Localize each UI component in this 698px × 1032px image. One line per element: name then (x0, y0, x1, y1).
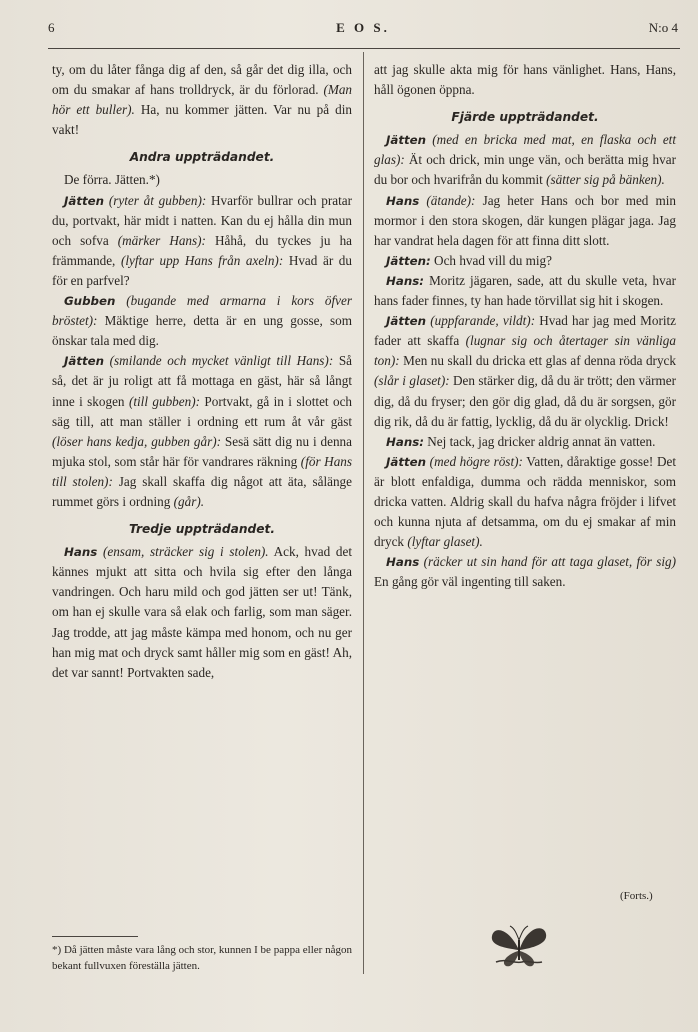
speaker-name: Jätten (386, 314, 427, 329)
right-column (374, 60, 676, 592)
speaker-name: Gubben (64, 294, 116, 309)
left-column (52, 60, 352, 683)
speaker-name: Hans: (386, 434, 424, 449)
column-divider (363, 52, 364, 974)
butterfly-ornament-icon (488, 918, 550, 970)
dialogue: Jätten (med högre röst): Vatten, dåraktige gosse! Det är blott enfaldiga, dumma och rädda menniskor, som dricka vatten. Aldrig skall du hafva några fröjder i lifvet och kunna njuta af detsamma, om du ej smakar af min dryck (lyftar glaset). (374, 453, 676, 550)
speaker-name: Hans (386, 555, 420, 570)
dialogue: Jätten (smilande och mycket vänligt till Hans): Så så, det är ju roligt att få mottaga en gäst, här så långt inne i skogen (till gubben): Portvakt, gå in i slottet och säg till, att man ställer i ordning ett rum åt vår gäst (löser hans kedja, gubben går): Sesä sätt dig nu i denna mjuka stol, som står här för vandrares räkning (för Hans till stolen): Jag skall skaffa dig något att äta, sålänge rummet görs i ordning (går). (52, 353, 353, 509)
speaker-name: Jätten (386, 133, 427, 148)
page-number: 6 (48, 20, 55, 35)
dialogue: Hans (ätande): Jag heter Hans och bor med min mormor i den stora skogen, där kungen plägar jaga. Jag har vandrat hela dagen för att finna ditt slott. (374, 192, 677, 248)
act-heading: Fjärde uppträdandet. (451, 110, 599, 125)
page-header (48, 20, 678, 40)
paragraph: att jag skulle akta mig för hans vänlighet. Hans, Hans, håll ögonen öppna. (374, 62, 676, 98)
dialogue: Hans: Nej tack, jag dricker aldrig annat än vatten. (386, 433, 656, 449)
speaker-name: Hans (64, 545, 98, 560)
dialogue: Hans (räcker ut sin hand för att taga glaset, för sig) En gång gör väl ingenting till saken. (374, 554, 677, 590)
header-rule (48, 48, 680, 49)
magazine-title: E O S. (336, 20, 390, 35)
dialogue: Jätten: Och hvad vill du mig? (386, 252, 552, 268)
speaker-name: Hans (386, 193, 420, 208)
issue-number: N:o 4 (648, 20, 678, 35)
dialogue: Jätten (med en bricka med mat, en flaska och ett glas): Ät och drick, min unge vän, och berätta mig hvar du bor och hvarifrån du kommit (sätter sig på bänken). (374, 132, 676, 188)
speaker-name: Jätten (64, 193, 105, 208)
dialogue: Jätten (uppfarande, vildt): Hvad har jag med Moritz fader att skaffa (lugnar sig och återtager sin vänliga ton): Men nu skall du dricka ett glas af denna röda dryck (slår i glaset): Den stärker dig, då du är trött; den värmer dig, då du fryser; den gör dig glad, då du är sorgsen, gör dig rik, då du är fattig, lycklig, då du är olycklig. Drick! (374, 313, 677, 429)
act-heading: Tredje uppträdandet. (129, 522, 275, 537)
footnote: *) Då jätten måste vara lång och stor, kunnen I be pappa eller någon bekant fullvuxen föreställa jätten. (52, 944, 352, 972)
speaker-name: Jätten (386, 454, 427, 469)
speaker-name: Hans: (386, 273, 424, 288)
dialogue: Jätten (ryter åt gubben): Hvarför bullrar och pratar du, portvakt, här midt i natten. Kan du ej hålla din mun och sofva (märker Hans): Håhå, du tyckes ju ha främmande, (lyftar upp Hans från axeln): Hvad är du för en parfvel? (52, 192, 353, 288)
speaker-name: Jätten: (386, 253, 431, 268)
dialogue: Hans (ensam, sträcker sig i stolen). Ack, hvad det kännes mjukt att sitta och hvila sig efter den långa vandringen. Och haru mild och god jätten ser ut! Tänk, om han ej skulle vara så elak och farlig, som man säger. Jag trodde, att jag måste kämpa med honom, och nu ger han mig mat och dryck samt håller mig som en gäst! Ah, det var sannt! Portvakten sade, (52, 544, 353, 680)
paragraph: ty, om du låter fånga dig af den, så går det dig illa, och om du smakar af hans trolldryck, är du förlorad. (Man hör ett buller). Ha, nu kommer jätten. Var nu på din vakt! (52, 62, 353, 138)
speaker-name: Jätten (64, 354, 105, 369)
act-heading: Andra uppträdandet. (129, 150, 275, 165)
cast-line: De förra. Jätten.*) (64, 172, 160, 188)
dialogue: Hans: Moritz jägaren, sade, att du skulle veta, hvar hans fader finnes, ty han hade törvillat sig hit i skogen. (374, 272, 676, 309)
footnote-rule (52, 936, 138, 937)
dialogue: Gubben (bugande med armarna i kors öfver bröstet): Mäktige herre, detta är en ung gosse, som önskar tala med dig. (52, 293, 353, 349)
continued-note: (Forts.) (620, 890, 653, 902)
